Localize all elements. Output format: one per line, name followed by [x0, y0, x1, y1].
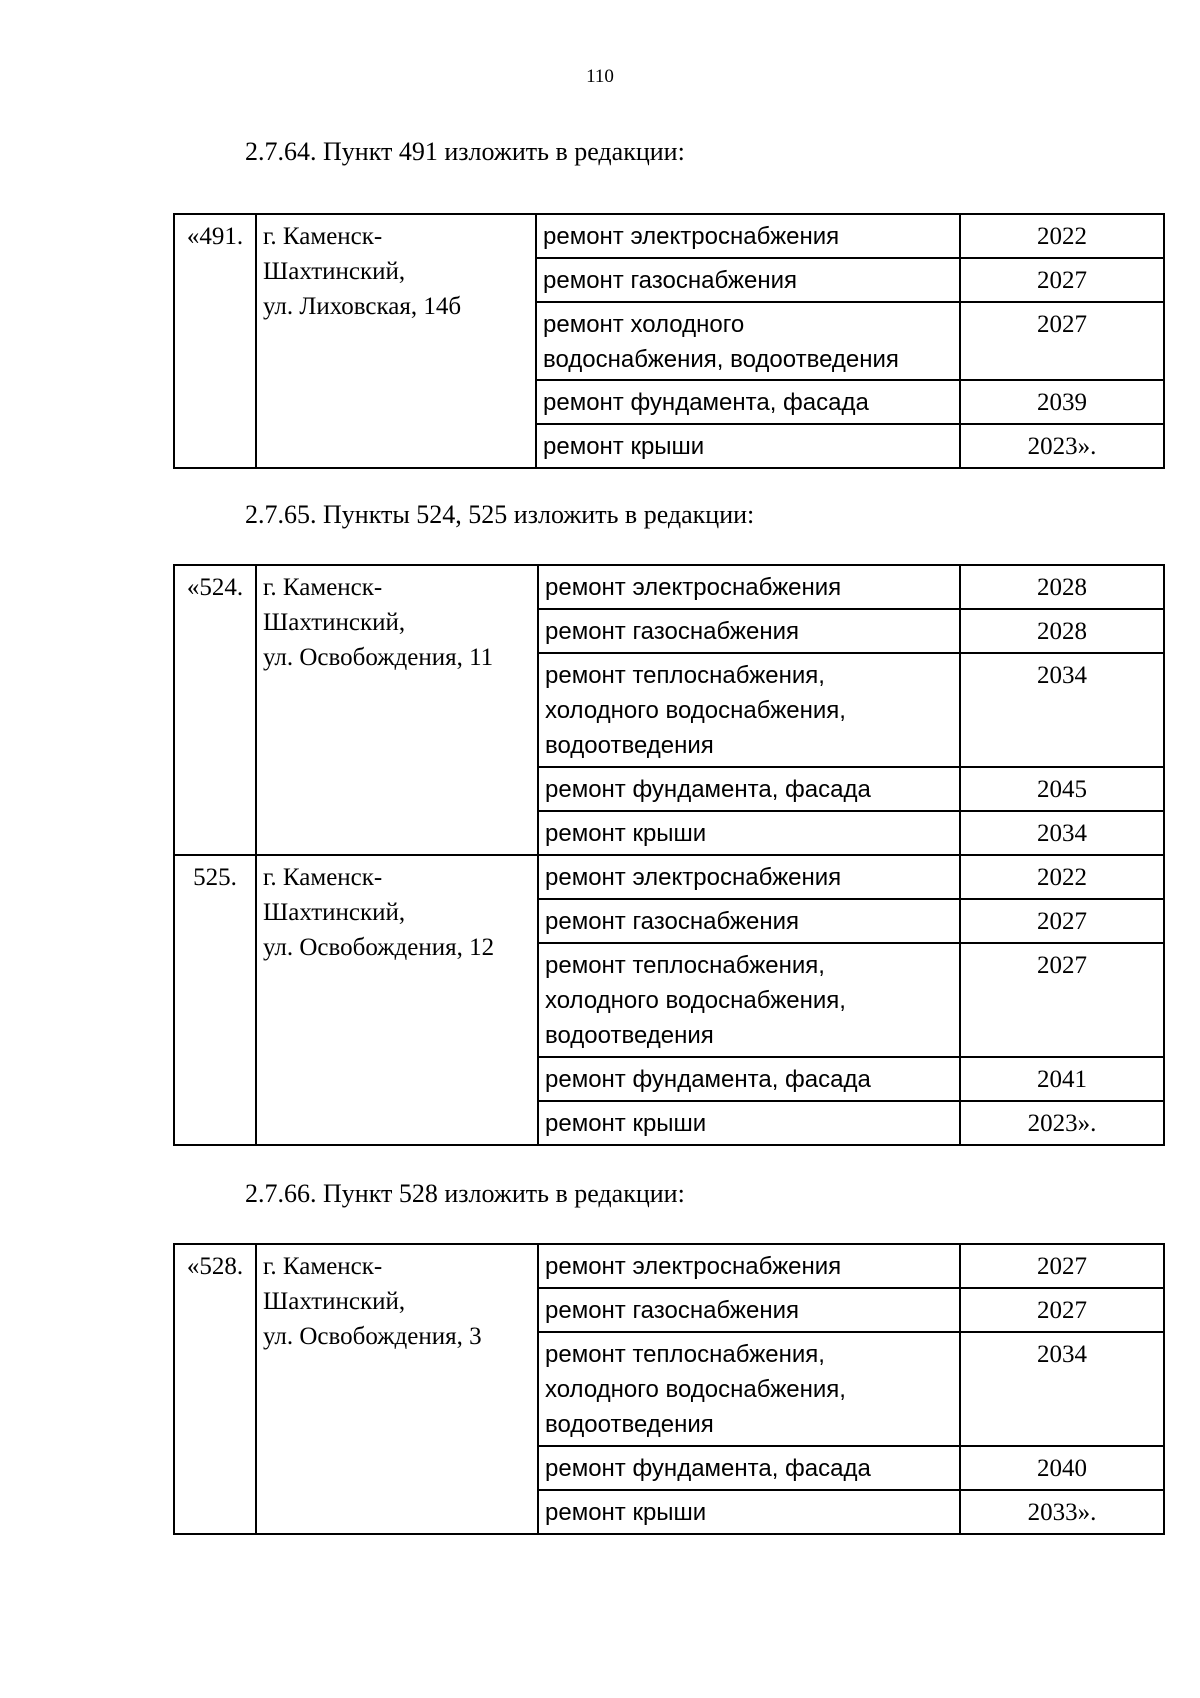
address-line: г. Каменск- [263, 864, 383, 891]
table-row [174, 565, 1164, 609]
work-type-line: водоснабжения, водоотведения [543, 346, 899, 373]
work-type-cell [538, 1446, 960, 1490]
section-heading: 2.7.64. Пункт 491 изложить в редакции: [245, 137, 685, 166]
address-cell [256, 565, 538, 855]
work-type-line: холодного водоснабжения, [545, 697, 846, 724]
work-type-line: ремонт фундамента, фасада [545, 1455, 871, 1482]
work-type-cell [536, 302, 960, 380]
year-cell: 2027 [960, 302, 1164, 380]
section-heading: 2.7.65. Пункты 524, 525 изложить в редакции: [245, 500, 755, 529]
work-type-cell [538, 899, 960, 943]
work-type-line: ремонт газоснабжения [545, 1297, 799, 1324]
work-type-cell [538, 943, 960, 1057]
work-type-cell [538, 855, 960, 899]
item-number: «524. [174, 565, 256, 855]
address-line: г. Каменск- [263, 1253, 383, 1280]
work-type-line: ремонт теплоснабжения, [545, 952, 825, 979]
work-type-cell [536, 258, 960, 302]
table-row [174, 214, 1164, 258]
year-cell: 2027 [960, 258, 1164, 302]
work-type-cell [538, 1332, 960, 1446]
year-cell: 2023». [960, 1101, 1164, 1145]
work-type-line: ремонт холодного [543, 311, 745, 338]
work-type-line: ремонт электроснабжения [545, 1253, 842, 1280]
address-cell [256, 855, 538, 1145]
work-type-line: ремонт крыши [545, 1110, 707, 1137]
work-type-line: ремонт электроснабжения [545, 574, 842, 601]
year-cell: 2027 [960, 1288, 1164, 1332]
amendment-table [173, 564, 1165, 1146]
year-cell: 2039 [960, 380, 1164, 424]
year-cell: 2027 [960, 899, 1164, 943]
year-cell: 2022 [960, 214, 1164, 258]
address-line: Шахтинский, [263, 258, 406, 285]
work-type-cell [536, 424, 960, 468]
work-type-line: холодного водоснабжения, [545, 987, 846, 1014]
address-line: ул. Освобождения, 12 [263, 934, 495, 961]
year-cell: 2034 [960, 1332, 1164, 1446]
address-cell [256, 1244, 538, 1534]
work-type-line: ремонт фундамента, фасада [543, 389, 869, 416]
work-type-line: водоотведения [545, 1022, 714, 1049]
work-type-cell [538, 1101, 960, 1145]
work-type-line: ремонт газоснабжения [545, 618, 799, 645]
work-type-line: ремонт крыши [543, 433, 705, 460]
year-cell: 2034 [960, 811, 1164, 855]
address-line: Шахтинский, [263, 609, 406, 636]
work-type-cell [538, 565, 960, 609]
work-type-line: ремонт газоснабжения [543, 267, 797, 294]
year-cell: 2022 [960, 855, 1164, 899]
work-type-cell [538, 1490, 960, 1534]
item-number: «528. [174, 1244, 256, 1534]
work-type-line: ремонт электроснабжения [543, 223, 840, 250]
year-cell: 2034 [960, 653, 1164, 767]
amendment-table [173, 1243, 1165, 1535]
address-line: ул. Лиховская, 14б [263, 293, 462, 320]
year-cell: 2040 [960, 1446, 1164, 1490]
address-line: ул. Освобождения, 3 [263, 1323, 482, 1350]
address-line: ул. Освобождения, 11 [263, 644, 494, 671]
address-line: Шахтинский, [263, 899, 406, 926]
address-line: Шахтинский, [263, 1288, 406, 1315]
work-type-line: ремонт крыши [545, 1499, 707, 1526]
year-cell: 2028 [960, 565, 1164, 609]
work-type-line: водоотведения [545, 1411, 714, 1438]
address-line: г. Каменск- [263, 574, 383, 601]
work-type-cell [536, 380, 960, 424]
work-type-line: ремонт теплоснабжения, [545, 1341, 825, 1368]
work-type-line: ремонт фундамента, фасада [545, 776, 871, 803]
work-type-cell [536, 214, 960, 258]
work-type-cell [538, 609, 960, 653]
work-type-cell [538, 1244, 960, 1288]
work-type-cell [538, 1057, 960, 1101]
page-number: 110 [586, 66, 614, 87]
section-heading: 2.7.66. Пункт 528 изложить в редакции: [245, 1179, 685, 1208]
year-cell: 2045 [960, 767, 1164, 811]
work-type-cell [538, 653, 960, 767]
work-type-cell [538, 1288, 960, 1332]
work-type-line: холодного водоснабжения, [545, 1376, 846, 1403]
year-cell: 2033». [960, 1490, 1164, 1534]
table-row [174, 1244, 1164, 1288]
work-type-line: водоотведения [545, 732, 714, 759]
work-type-cell [538, 811, 960, 855]
work-type-line: ремонт электроснабжения [545, 864, 842, 891]
year-cell: 2023». [960, 424, 1164, 468]
work-type-cell [538, 767, 960, 811]
table-row [174, 855, 1164, 899]
year-cell: 2041 [960, 1057, 1164, 1101]
address-cell [256, 214, 536, 468]
work-type-line: ремонт фундамента, фасада [545, 1066, 871, 1093]
year-cell: 2027 [960, 943, 1164, 1057]
year-cell: 2028 [960, 609, 1164, 653]
work-type-line: ремонт теплоснабжения, [545, 662, 825, 689]
item-number: «491. [174, 214, 256, 468]
address-line: г. Каменск- [263, 223, 383, 250]
year-cell: 2027 [960, 1244, 1164, 1288]
work-type-line: ремонт крыши [545, 820, 707, 847]
amendment-table [173, 213, 1165, 469]
item-number: 525. [174, 855, 256, 1145]
work-type-line: ремонт газоснабжения [545, 908, 799, 935]
